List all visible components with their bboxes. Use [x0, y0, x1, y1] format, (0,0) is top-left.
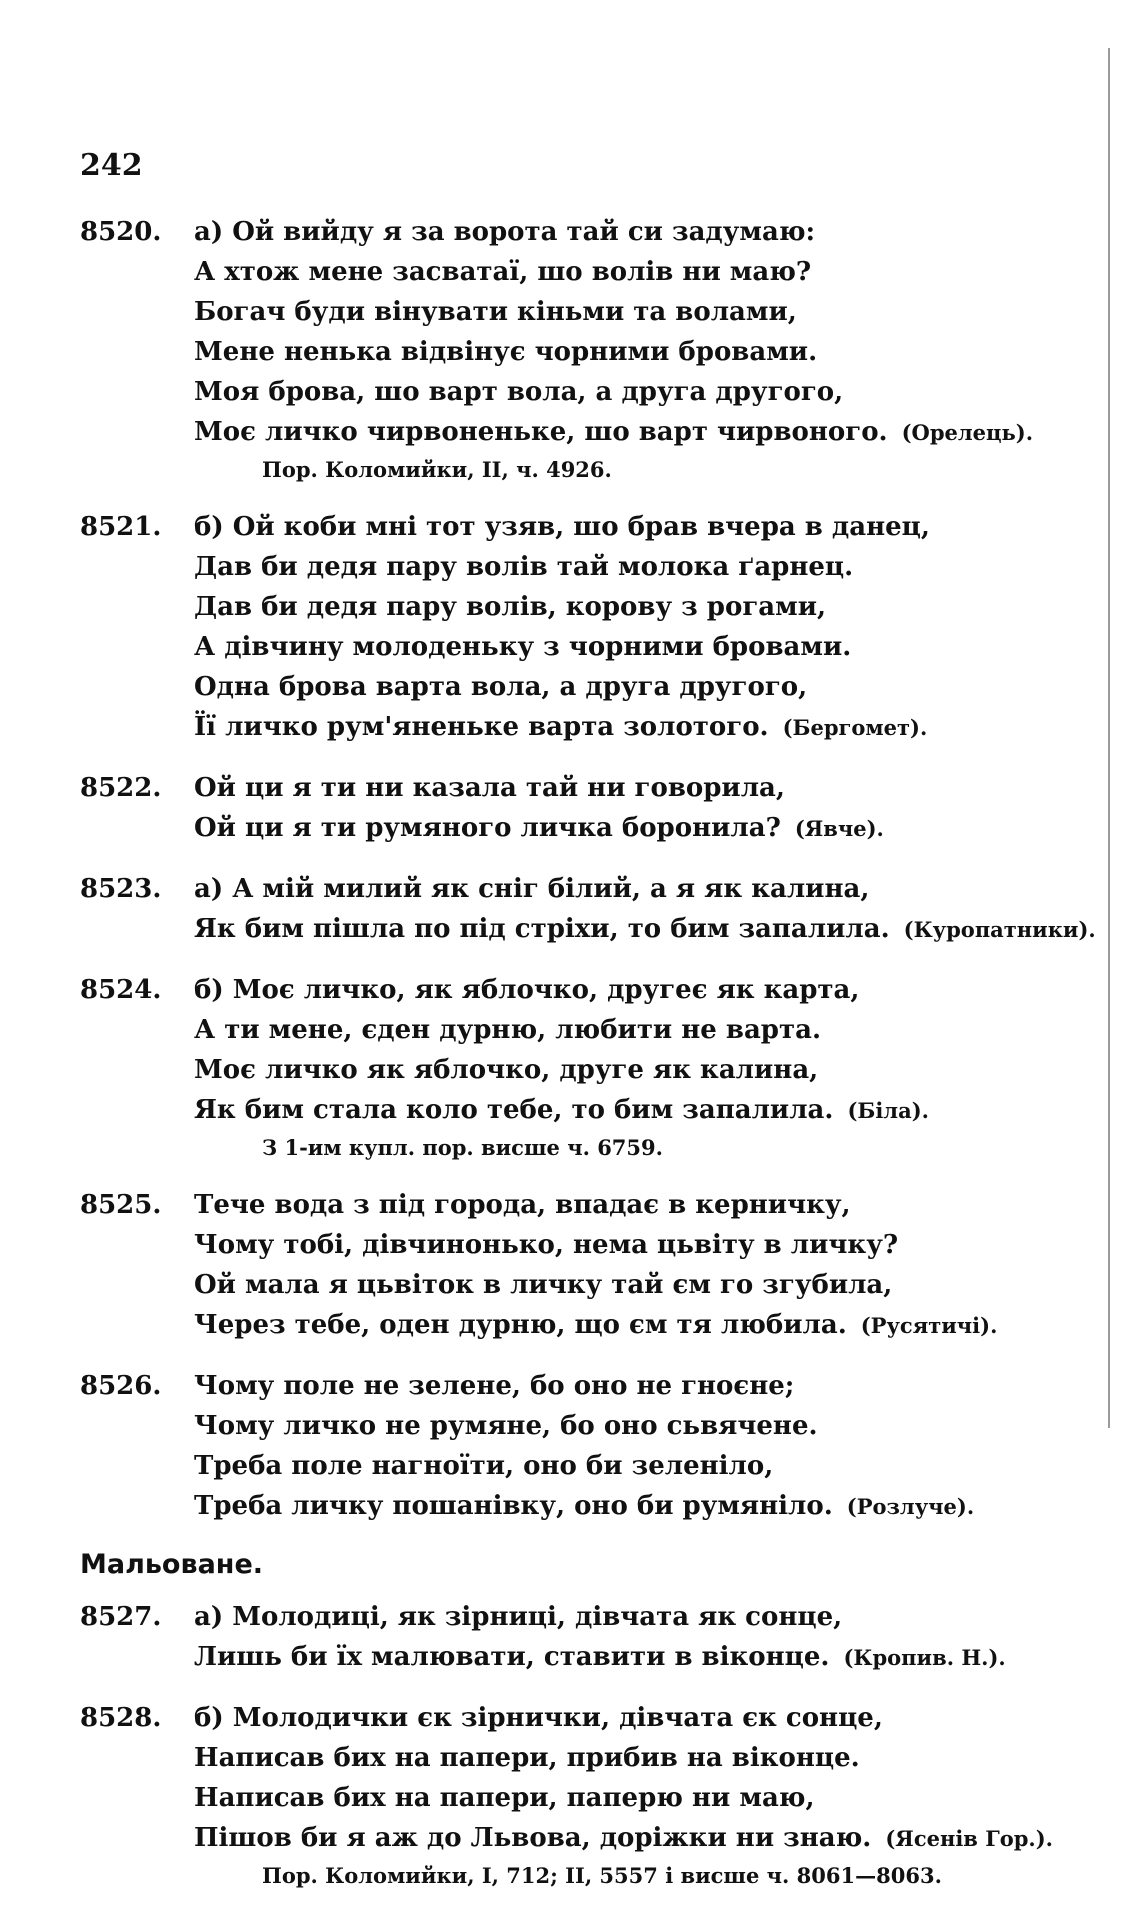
verse-line: [194, 970, 1090, 1010]
verse-lines: [194, 212, 1090, 487]
section-heading: Мальоване.: [80, 1549, 264, 1580]
verse-text: Лишь би їх малювати, ставити в віконце.: [194, 1642, 830, 1672]
verse-text: Як бим пішла по під стріхи, то бим запалила.: [194, 914, 890, 944]
verse-entry: [80, 970, 1090, 1165]
entry-number: 8520.: [80, 217, 162, 247]
verse-lines: [194, 1366, 1090, 1527]
verse-line: [194, 332, 1090, 372]
verse-text: Написав бих на папери, паперю ни маю,: [194, 1783, 815, 1813]
verse-text: Як бим стала коло тебе, то бим запалила.: [194, 1095, 834, 1125]
verse-text: б) Моє личко, як яблочко, другеє як карта,: [194, 975, 860, 1005]
verse-text: А дівчину молоденьку з чорними бровами.: [194, 632, 852, 662]
place-name: (Куропатники).: [903, 917, 1096, 942]
verse-text: Треба личку пошанівку, оно би румяніло.: [194, 1491, 833, 1521]
page-content: [80, 212, 1096, 1913]
verse-line: [194, 372, 1090, 412]
verse-line: [194, 252, 1090, 292]
verse-entry: [80, 212, 1090, 487]
verse-line: [194, 507, 1090, 547]
cross-reference-note: З 1-им купл. пор. висше ч. 6759.: [262, 1135, 663, 1160]
verse-text: Моє личко як яблочко, друге як калина,: [194, 1055, 819, 1085]
entry-number: 8524.: [80, 975, 162, 1005]
verse-line: [194, 869, 1096, 909]
place-name: (Кропив. Н.).: [843, 1645, 1006, 1670]
verse-line: [194, 909, 1096, 950]
verse-line: [194, 1486, 1090, 1527]
verse-lines: [194, 970, 1090, 1165]
verse-line: [194, 1406, 1090, 1446]
entry-number: 8522.: [80, 773, 162, 803]
verse-entry: [80, 507, 1090, 748]
verse-text: Богач буди вінувати кіньми та волами,: [194, 297, 797, 327]
verse-text: Моє личко чирвоненьке, шо варт чирвоного.: [194, 417, 888, 447]
entry-number: 8528.: [80, 1703, 162, 1733]
verse-line: [194, 1446, 1090, 1486]
verse-text: Чому тобі, дівчинонько, нема цьвіту в личку?: [194, 1230, 899, 1260]
verse-text: а) Молодиці, як зірниці, дівчата як сонце,: [194, 1602, 843, 1632]
verse-text: б) Ой коби мні тот узяв, шо брав вчера в данец,: [194, 512, 930, 542]
entry-number: 8521.: [80, 512, 162, 542]
verse-text: Мене ненька відвінує чорними бровами.: [194, 337, 818, 367]
page-number: 242: [80, 148, 143, 183]
verse-line: [194, 587, 1090, 627]
place-name: (Біла).: [847, 1098, 929, 1123]
verse-line: [194, 667, 1090, 707]
verse-line: [194, 1225, 1090, 1265]
verse-line: [194, 707, 1090, 748]
place-name: (Ясенів Гор.).: [885, 1826, 1053, 1851]
verse-text: Дав би дедя пару волів, корову з рогами,: [194, 592, 827, 622]
verse-line: [194, 1185, 1090, 1225]
verse-text: Чому личко не румяне, бо оно сьвячене.: [194, 1411, 818, 1441]
verse-lines: [194, 1698, 1090, 1893]
verse-lines: [194, 768, 1090, 849]
verse-text: Ой ци я ти румяного личка боронила?: [194, 813, 781, 843]
place-name: (Орелець).: [901, 420, 1034, 445]
entry-number: 8525.: [80, 1190, 162, 1220]
cross-reference-note: Пор. Коломийки, II, ч. 4926.: [262, 457, 612, 482]
verse-text: Пішов би я аж до Львова, доріжки ни знаю.: [194, 1823, 872, 1853]
verse-text: А ти мене, єден дурню, любити не варта.: [194, 1015, 821, 1045]
entries-group-2: [80, 1597, 1090, 1893]
entry-number: 8523.: [80, 874, 162, 904]
margin-rule: [1108, 48, 1110, 1428]
verse-entry: [80, 1698, 1090, 1893]
entry-number: 8526.: [80, 1371, 162, 1401]
verse-line: [194, 1050, 1090, 1090]
verse-entry: [80, 1185, 1090, 1346]
verse-line: [194, 212, 1090, 252]
verse-line: [194, 808, 1090, 849]
verse-lines: [194, 869, 1096, 950]
verse-entry: [80, 768, 1090, 849]
verse-line: [194, 1637, 1090, 1678]
verse-text: Одна брова варта вола, а друга другого,: [194, 672, 808, 702]
place-name: (Русятичі).: [860, 1313, 998, 1338]
verse-line: [194, 547, 1090, 587]
verse-text: Через тебе, оден дурню, що єм тя любила.: [194, 1310, 847, 1340]
verse-text: Треба поле нагноїти, оно би зеленіло,: [194, 1451, 774, 1481]
verse-line: [194, 1597, 1090, 1637]
place-name: (Бергомет).: [782, 715, 928, 740]
verse-line: [194, 1698, 1090, 1738]
verse-entry: [80, 869, 1096, 950]
verse-text: Дав би дедя пару волів тай молока ґарнец.: [194, 552, 854, 582]
verse-line: [194, 768, 1090, 808]
verse-entry: [80, 1366, 1090, 1527]
verse-text: а) Ой вийду я за ворота тай си задумаю:: [194, 217, 816, 247]
verse-line: [194, 412, 1090, 453]
verse-text: Тече вода з під города, впадає в керничку,: [194, 1190, 851, 1220]
verse-text: а) А мій милий як сніг білий, а я як калина,: [194, 874, 870, 904]
place-name: (Розлуче).: [846, 1494, 975, 1519]
verse-line: [194, 1366, 1090, 1406]
verse-text: А хтож мене засватаї, шо волів ни маю?: [194, 257, 812, 287]
cross-reference-note: Пор. Коломийки, I, 712; II, 5557 і висше ч. 8061—8063.: [262, 1863, 942, 1888]
verse-entry: [80, 1597, 1090, 1678]
verse-text: б) Молодички єк зірнички, дівчата єк сонце,: [194, 1703, 883, 1733]
verse-text: Ой мала я цьвіток в личку тай єм го згубила,: [194, 1270, 893, 1300]
verse-line: [194, 1265, 1090, 1305]
verse-text: Моя брова, шо варт вола, а друга другого,: [194, 377, 844, 407]
verse-line: [194, 1010, 1090, 1050]
verse-text: Її личко рум'яненьке варта золотого.: [194, 712, 769, 742]
verse-lines: [194, 1597, 1090, 1678]
verse-line: [194, 1778, 1090, 1818]
verse-lines: [194, 1185, 1090, 1346]
verse-line: [194, 1818, 1090, 1859]
verse-lines: [194, 507, 1090, 748]
verse-line: [194, 1738, 1090, 1778]
verse-line: [194, 292, 1090, 332]
verse-line: [194, 1090, 1090, 1131]
entry-number: 8527.: [80, 1602, 162, 1632]
entries-group-1: [80, 212, 1096, 1527]
verse-line: [194, 1305, 1090, 1346]
verse-text: Ой ци я ти ни казала тай ни говорила,: [194, 773, 785, 803]
verse-line: [194, 627, 1090, 667]
place-name: (Явче).: [794, 816, 884, 841]
verse-text: Написав бих на папери, прибив на віконце.: [194, 1743, 860, 1773]
verse-text: Чому поле не зелене, бо оно не гноєне;: [194, 1371, 795, 1401]
